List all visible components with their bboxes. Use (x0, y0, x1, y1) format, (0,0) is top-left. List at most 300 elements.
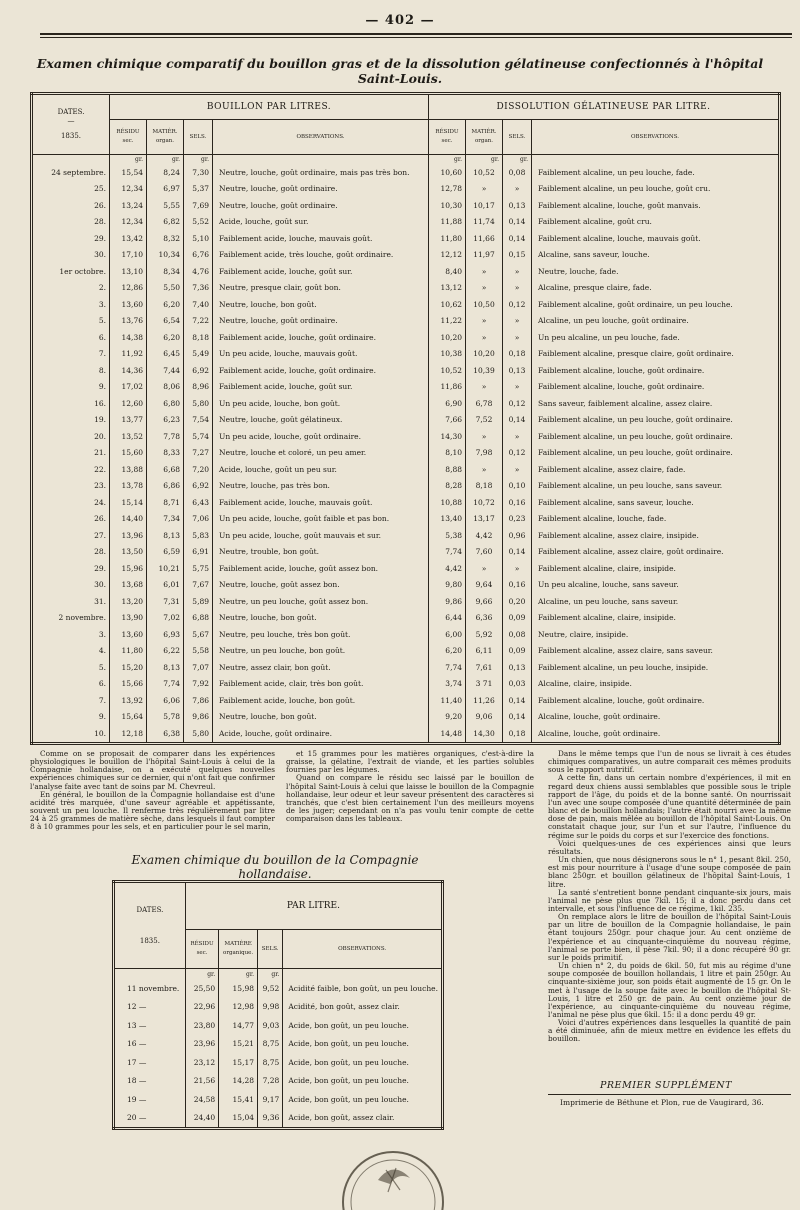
value-cell: 6,82 (147, 214, 184, 231)
value-cell: » (466, 379, 503, 396)
value-cell: 11,86 (429, 379, 466, 396)
date-cell: 2 novembre. (32, 610, 110, 627)
value-cell: 0,16 (503, 577, 532, 594)
value-cell: 11,80 (110, 643, 147, 660)
observation-cell: Neutre, assez clair, bon goût. (213, 659, 429, 676)
value-cell: 15,14 (110, 494, 147, 511)
value-cell: » (503, 379, 532, 396)
page-title: Examen chimique comparatif du bouillon gras et de la dissolution gélatineuse confectionnés à l'hôpital Saint-Louis. (36, 56, 764, 86)
value-cell: 4,76 (184, 263, 213, 280)
value-cell: » (466, 181, 503, 198)
date-cell: 8. (32, 362, 110, 379)
value-cell: 12,18 (110, 725, 147, 743)
observation-cell: Neutre, trouble, bon goût. (213, 544, 429, 561)
value-cell: 7,69 (184, 197, 213, 214)
value-cell: » (466, 313, 503, 330)
observation-cell: Faiblement acide, louche, bon goût. (213, 692, 429, 709)
observation-cell: Faiblement alcaline, louche, goût ordinaire. (532, 379, 780, 396)
residu-header: RÉSIDU sec. (110, 120, 147, 155)
table-row (32, 560, 780, 577)
value-cell: » (503, 329, 532, 346)
value-cell: » (503, 461, 532, 478)
value-cell: 9,66 (466, 593, 503, 610)
value-cell: 0,08 (503, 626, 532, 643)
value-cell: 7,78 (147, 428, 184, 445)
value-cell: 7,74 (147, 676, 184, 693)
value-cell: 9,98 (258, 998, 283, 1017)
date-cell: 10. (32, 725, 110, 743)
value-cell: 12,98 (219, 998, 258, 1017)
observation-cell: Neutre, louche et coloré, un peu amer. (213, 445, 429, 462)
value-cell: 0,23 (503, 511, 532, 528)
value-cell: 14,48 (429, 725, 466, 743)
value-cell: 0,14 (503, 214, 532, 231)
supplement-label: PREMIER SUPPLÉMENT (600, 1080, 732, 1091)
table-row (32, 692, 780, 709)
value-cell: 23,96 (185, 1035, 218, 1054)
table-row (32, 445, 780, 462)
value-cell: 11,88 (429, 214, 466, 231)
top-rule-thin (40, 37, 792, 38)
value-cell: 13,92 (110, 692, 147, 709)
observation-cell: Faiblement alcaline, assez claire, insipide. (532, 527, 780, 544)
observation-cell: Neutre, claire, insipide. (532, 626, 780, 643)
observation-cell: Alcaline, presque claire, fade. (532, 280, 780, 297)
observation-cell: Acidité, bon goût, assez clair. (283, 998, 443, 1017)
value-cell: 5,80 (184, 395, 213, 412)
value-cell: 14,38 (110, 329, 147, 346)
value-cell: 9,80 (429, 577, 466, 594)
value-cell: 11,80 (429, 230, 466, 247)
date-cell: 11 novembre. (114, 979, 186, 998)
library-stamp (338, 1140, 448, 1210)
matiere-header: MATIÈR. organ. (147, 120, 184, 155)
value-cell: 6,06 (147, 692, 184, 709)
date-cell: 6. (32, 329, 110, 346)
value-cell: 13,60 (110, 626, 147, 643)
value-cell: 10,38 (429, 346, 466, 363)
value-cell: 15,96 (110, 560, 147, 577)
observation-cell: Un peu acide, louche, goût faible et pas bon. (213, 511, 429, 528)
value-cell: 7,52 (466, 412, 503, 429)
observation-cell: Faiblement acide, clair, très bon goût. (213, 676, 429, 693)
supplement-rule (548, 1094, 791, 1095)
value-cell: 6,44 (429, 610, 466, 627)
observation-cell: Faiblement alcaline, louche, fade. (532, 511, 780, 528)
date-cell: 24. (32, 494, 110, 511)
date-cell: 17 — (114, 1053, 186, 1072)
value-cell: 0,15 (503, 247, 532, 264)
value-cell: 5,92 (466, 626, 503, 643)
observations-header: OBSERVATIONS. (283, 930, 443, 969)
observation-cell: Alcaline, un peu louche, sans saveur. (532, 593, 780, 610)
value-cell: 11,97 (466, 247, 503, 264)
value-cell: 9,17 (258, 1090, 283, 1109)
value-cell: 9,86 (429, 593, 466, 610)
value-cell: 6,90 (429, 395, 466, 412)
value-cell: 8,88 (429, 461, 466, 478)
observation-cell: Faiblement alcaline, louche, mauvais goût. (532, 230, 780, 247)
value-cell: 6,93 (147, 626, 184, 643)
date-cell: 27. (32, 527, 110, 544)
value-cell: 8,71 (147, 494, 184, 511)
table-row (114, 979, 443, 998)
observation-cell: Alcaline, sans saveur, louche. (532, 247, 780, 264)
text-column-1 (30, 750, 275, 832)
value-cell: 14,30 (429, 428, 466, 445)
value-cell: 0,14 (503, 412, 532, 429)
value-cell: 8,33 (147, 445, 184, 462)
date-cell: 16. (32, 395, 110, 412)
value-cell: 7,36 (184, 280, 213, 297)
value-cell: 8,18 (184, 329, 213, 346)
value-cell: 9,64 (466, 577, 503, 594)
value-cell: 9,52 (258, 979, 283, 998)
value-cell: 6,78 (466, 395, 503, 412)
table-row (114, 998, 443, 1017)
date-cell: 29. (32, 560, 110, 577)
value-cell: 7,28 (258, 1072, 283, 1091)
value-cell: 12,60 (110, 395, 147, 412)
value-cell: 6,00 (429, 626, 466, 643)
table-row (114, 1035, 443, 1054)
value-cell: 12,34 (110, 181, 147, 198)
top-rule (40, 33, 792, 35)
date-cell: 3. (32, 626, 110, 643)
value-cell: 8,32 (147, 230, 184, 247)
value-cell: » (503, 280, 532, 297)
date-cell: 20. (32, 428, 110, 445)
value-cell: 11,92 (110, 346, 147, 363)
value-cell: 15,20 (110, 659, 147, 676)
observation-cell: Acide, louche, goût un peu sur. (213, 461, 429, 478)
value-cell: 22,96 (185, 998, 218, 1017)
value-cell: 14,77 (219, 1016, 258, 1035)
value-cell: 7,31 (147, 593, 184, 610)
value-cell: 15,41 (219, 1090, 258, 1109)
value-cell: 11,66 (466, 230, 503, 247)
date-cell: 4. (32, 643, 110, 660)
value-cell: 6,45 (147, 346, 184, 363)
paragraph: Comme on se proposait de comparer dans les expériences physiologiques le bouillon de l'hôpital Saint-Louis à celui de la Compagnie hollandaise, on a exécuté quelques nouvelles expériences chimiques sur ce dernier, qui n'ont fait que confirmer l'analyse faite avec tant de soins par M. Chevreul. (30, 749, 275, 791)
value-cell: 11,26 (466, 692, 503, 709)
observation-cell: Neutre, louche, bon goût. (213, 296, 429, 313)
value-cell: 15,66 (110, 676, 147, 693)
date-cell: 24 septembre. (32, 164, 110, 181)
value-cell: 13,52 (110, 428, 147, 445)
value-cell: 0,96 (503, 527, 532, 544)
value-cell: 8,40 (429, 263, 466, 280)
table-row (32, 412, 780, 429)
value-cell: 21,56 (185, 1072, 218, 1091)
dissolution-group-header: DISSOLUTION GÉLATINEUSE PAR LITRE. (429, 94, 780, 120)
matiere-header: MATIÈRE organique. (219, 930, 258, 969)
value-cell: 0,20 (503, 593, 532, 610)
value-cell: 6,68 (147, 461, 184, 478)
observation-cell: Faiblement alcaline, louche, goût manvais. (532, 197, 780, 214)
value-cell: 6,91 (184, 544, 213, 561)
paragraph: Voici d'autres expériences dans lesquelles la quantité de pain a été diminuée, afin de mieux mettre en évidence les effets du bouillon. (548, 1018, 791, 1044)
value-cell: 23,12 (185, 1053, 218, 1072)
table-row (32, 230, 780, 247)
value-cell: 15,64 (110, 709, 147, 726)
observation-cell: Faiblement alcaline, goût ordinaire, un peu louche. (532, 296, 780, 313)
value-cell: » (503, 313, 532, 330)
value-cell: 5,80 (184, 725, 213, 743)
date-cell: 7. (32, 692, 110, 709)
value-cell: 10,52 (466, 164, 503, 181)
date-cell: 5. (32, 659, 110, 676)
value-cell: 10,30 (429, 197, 466, 214)
value-cell: 5,89 (184, 593, 213, 610)
value-cell: 6,92 (184, 478, 213, 495)
printer-imprint: Imprimerie de Béthune et Plon, rue de Vaugirard, 36. (560, 1098, 764, 1107)
value-cell: 17,02 (110, 379, 147, 396)
table-row (32, 197, 780, 214)
value-cell: 23,80 (185, 1016, 218, 1035)
value-cell: 7,98 (466, 445, 503, 462)
date-cell: 2. (32, 280, 110, 297)
value-cell: 7,30 (184, 164, 213, 181)
observation-cell: Faiblement alcaline, louche, goût ordinaire. (532, 362, 780, 379)
observation-cell: Acide, bon goût, un peu louche. (283, 1053, 443, 1072)
table-row (32, 329, 780, 346)
page-number: — 402 — (365, 13, 435, 28)
subtitle: Examen chimique du bouillon de la Compagnie hollandaise. (131, 853, 419, 881)
observation-cell: Faiblement alcaline, un peu louche, insipide. (532, 659, 780, 676)
table-row (32, 428, 780, 445)
value-cell: 14,40 (110, 511, 147, 528)
value-cell: 6,97 (147, 181, 184, 198)
value-cell: 6,20 (147, 296, 184, 313)
value-cell: 10,20 (466, 346, 503, 363)
value-cell: 6,01 (147, 577, 184, 594)
value-cell: 13,10 (110, 263, 147, 280)
observation-cell: Acide, bon goût, un peu louche. (283, 1035, 443, 1054)
value-cell: 14,30 (466, 725, 503, 743)
value-cell: 9,36 (258, 1109, 283, 1129)
value-cell: 15,98 (219, 979, 258, 998)
value-cell: 7,44 (147, 362, 184, 379)
value-cell: 13,60 (110, 296, 147, 313)
value-cell: 4,42 (466, 527, 503, 544)
table-row (32, 494, 780, 511)
bouillon-group-header: BOUILLON PAR LITRES. (110, 94, 429, 120)
observation-cell: Neutre, louche, bon goût. (213, 610, 429, 627)
value-cell: 5,75 (184, 560, 213, 577)
value-cell: 6,43 (184, 494, 213, 511)
value-cell: 7,74 (429, 544, 466, 561)
value-cell: 5,52 (184, 214, 213, 231)
value-cell: 4,42 (429, 560, 466, 577)
observation-cell: Acide, louche, goût ordinaire. (213, 725, 429, 743)
table-row (32, 577, 780, 594)
table-row (32, 296, 780, 313)
value-cell: 7,92 (184, 676, 213, 693)
value-cell: 13,78 (110, 478, 147, 495)
observation-cell: Neutre, louche, goût ordinaire, mais pas très bon. (213, 164, 429, 181)
table-row (32, 593, 780, 610)
paragraph: La santé s'entretient bonne pendant cinquante-six jours, mais l'animal ne pèse plus que 7kil. 15; il a donc perdu dans cet intervalle, et sous l'influence de ce régime, 1kil. 235. (548, 887, 791, 913)
observation-cell: Faiblement alcaline, claire, insipide. (532, 610, 780, 627)
value-cell: 0,14 (503, 544, 532, 561)
value-cell: 13,24 (110, 197, 147, 214)
value-cell: 13,90 (110, 610, 147, 627)
value-cell: 0,12 (503, 395, 532, 412)
value-cell: 13,12 (429, 280, 466, 297)
value-cell: 7,34 (147, 511, 184, 528)
table-row (32, 478, 780, 495)
value-cell: 0,13 (503, 362, 532, 379)
observation-cell: Neutre, louche, goût assez bon. (213, 577, 429, 594)
paragraph: et 15 grammes pour les matières organiques, c'est-à-dire la graisse, la gélatine, l'extrait de viande, et les parties solubles fournies par les légumes. (286, 749, 534, 775)
value-cell: 15,60 (110, 445, 147, 462)
observation-cell: Faiblement acide, louche, mauvais goût. (213, 230, 429, 247)
value-cell: 0,03 (503, 676, 532, 693)
value-cell: 5,50 (147, 280, 184, 297)
observation-cell: Faiblement alcaline, claire, insipide. (532, 560, 780, 577)
table-row (32, 610, 780, 627)
date-cell: 13 — (114, 1016, 186, 1035)
value-cell: 0,16 (503, 494, 532, 511)
observation-cell: Faiblement acide, louche, goût sur. (213, 379, 429, 396)
table-row (32, 214, 780, 231)
value-cell: » (466, 329, 503, 346)
value-cell: 13,17 (466, 511, 503, 528)
value-cell: 8,10 (429, 445, 466, 462)
value-cell: 13,20 (110, 593, 147, 610)
observation-cell: Acide, bon goût, un peu louche. (283, 1090, 443, 1109)
sels-header: SELS. (258, 930, 283, 969)
table-row (114, 1016, 443, 1035)
observation-cell: Faiblement acide, louche, goût sur. (213, 263, 429, 280)
value-cell: 5,55 (147, 197, 184, 214)
observation-cell: Un peu alcaline, un peu louche, fade. (532, 329, 780, 346)
value-cell: 7,22 (184, 313, 213, 330)
value-cell: 6,80 (147, 395, 184, 412)
table-row (32, 395, 780, 412)
observation-cell: Faiblement alcaline, assez claire, sans saveur. (532, 643, 780, 660)
value-cell: 5,83 (184, 527, 213, 544)
value-cell: 10,50 (466, 296, 503, 313)
sels-header: SELS. (184, 120, 213, 155)
paragraph: Dans le même temps que l'un de nous se livrait à ces études chimiques comparatives, un autre comparait ces mêmes produits sous le rapport nutritif. (548, 749, 791, 775)
value-cell: 6,20 (429, 643, 466, 660)
table-row (32, 164, 780, 181)
value-cell: 0,13 (503, 197, 532, 214)
value-cell: 7,02 (147, 610, 184, 627)
table-row (32, 725, 780, 743)
value-cell: 6,92 (184, 362, 213, 379)
value-cell: » (503, 263, 532, 280)
value-cell: 5,78 (147, 709, 184, 726)
value-cell: 8,96 (184, 379, 213, 396)
units-row: gr. gr. gr. (114, 969, 443, 980)
observation-cell: Faiblement acide, louche, mauvais goût. (213, 494, 429, 511)
table-row (32, 709, 780, 726)
value-cell: 8,18 (466, 478, 503, 495)
table-row (32, 511, 780, 528)
observation-cell: Un peu acide, louche, goût ordinaire. (213, 428, 429, 445)
observation-cell: Un peu acide, louche, goût mauvais et sur. (213, 527, 429, 544)
date-cell: 1er octobre. (32, 263, 110, 280)
observation-cell: Alcaline, un peu louche, goût ordinaire. (532, 313, 780, 330)
observation-cell: Un peu alcaline, louche, sans saveur. (532, 577, 780, 594)
value-cell: 6,38 (147, 725, 184, 743)
value-cell: 7,60 (466, 544, 503, 561)
observation-cell: Faiblement acide, très louche, goût ordinaire. (213, 247, 429, 264)
value-cell: » (466, 263, 503, 280)
date-cell: 7. (32, 346, 110, 363)
units-row: gr. gr. gr. gr. gr. gr. (32, 155, 780, 165)
date-cell: 30. (32, 247, 110, 264)
observation-cell: Acidité faible, bon goût, un peu louche. (283, 979, 443, 998)
observations-header-2: OBSERVATIONS. (532, 120, 780, 155)
value-cell: 13,42 (110, 230, 147, 247)
value-cell: 7,86 (184, 692, 213, 709)
residu-header-2: RÉSIDU sec. (429, 120, 466, 155)
observation-cell: Faiblement acide, louche, goût ordinaire. (213, 362, 429, 379)
observation-cell: Faiblement alcaline, un peu louche, fade. (532, 164, 780, 181)
value-cell: 0,18 (503, 346, 532, 363)
value-cell: 6,88 (184, 610, 213, 627)
value-cell: 0,12 (503, 296, 532, 313)
value-cell: 6,76 (184, 247, 213, 264)
value-cell: 10,52 (429, 362, 466, 379)
date-cell: 19. (32, 412, 110, 429)
value-cell: 13,50 (110, 544, 147, 561)
observation-cell: Faiblement alcaline, presque claire, goût ordinaire. (532, 346, 780, 363)
date-cell: 22. (32, 461, 110, 478)
value-cell: 7,54 (184, 412, 213, 429)
value-cell: 7,61 (466, 659, 503, 676)
table-row (32, 676, 780, 693)
value-cell: 5,38 (429, 527, 466, 544)
date-cell: 28. (32, 214, 110, 231)
observation-cell: Faiblement alcaline, louche, goût ordinaire. (532, 692, 780, 709)
observation-cell: Alcaline, louche, goût ordinaire. (532, 725, 780, 743)
value-cell: 5,37 (184, 181, 213, 198)
value-cell: 0,14 (503, 230, 532, 247)
value-cell: 5,49 (184, 346, 213, 363)
table-row (32, 280, 780, 297)
value-cell: 0,14 (503, 709, 532, 726)
value-cell: 15,04 (219, 1109, 258, 1129)
table-row (32, 659, 780, 676)
observation-cell: Neutre, louche, fade. (532, 263, 780, 280)
date-cell: 26. (32, 511, 110, 528)
value-cell: 9,06 (466, 709, 503, 726)
date-cell: 3. (32, 296, 110, 313)
par-litre-header: PAR LITRE. (185, 882, 442, 930)
table-row (32, 313, 780, 330)
observation-cell: Faiblement alcaline, un peu louche, goût cru. (532, 181, 780, 198)
dates-header: DATES. 1835. (114, 882, 186, 969)
value-cell: 10,21 (147, 560, 184, 577)
observation-cell: Faiblement alcaline, assez claire, fade. (532, 461, 780, 478)
value-cell: 17,10 (110, 247, 147, 264)
value-cell: 13,68 (110, 577, 147, 594)
value-cell: 0,09 (503, 643, 532, 660)
value-cell: 11,22 (429, 313, 466, 330)
value-cell: 6,20 (147, 329, 184, 346)
value-cell: 0,09 (503, 610, 532, 627)
table-row (32, 626, 780, 643)
observation-cell: Neutre, un peu louche, goût assez bon. (213, 593, 429, 610)
observation-cell: Neutre, louche, goût ordinaire. (213, 197, 429, 214)
value-cell: 0,08 (503, 164, 532, 181)
value-cell: 3 71 (466, 676, 503, 693)
